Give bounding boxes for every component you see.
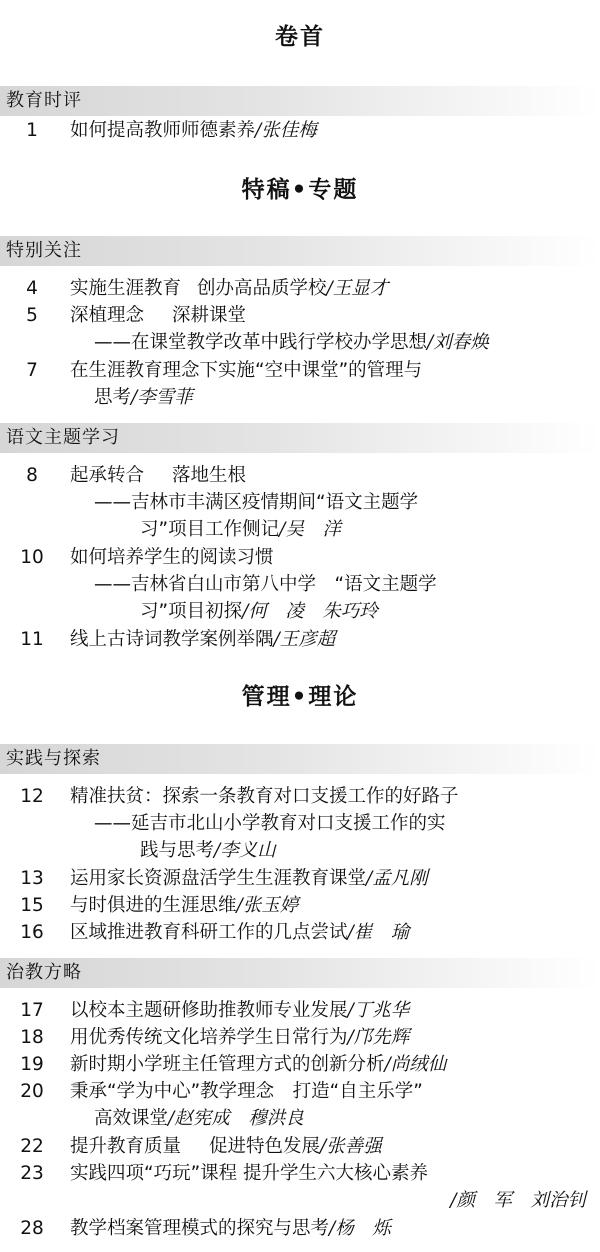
- entry-title: 实施生涯教育: [70, 278, 182, 299]
- entry-title: 深植理念: [70, 305, 145, 326]
- page-number: 5: [26, 305, 38, 326]
- toc-entry[interactable]: [0, 118, 600, 144]
- page-number: 8: [26, 465, 38, 486]
- entry-subtitle: ——吉林市丰满区疫情期间“语文主题学: [94, 492, 419, 513]
- page-number: 11: [20, 629, 44, 650]
- toc-entry-subtitle: [0, 838, 600, 864]
- toc-entry-subtitle: [0, 490, 600, 516]
- toc-entry-continuation: [0, 385, 600, 411]
- entry-title-2: 促进特色发展: [209, 1136, 321, 1157]
- entry-author: /赵宪成 穆洪良: [168, 1108, 304, 1129]
- column-header-zhijiao-fanglue: 治教方略: [0, 958, 600, 988]
- entry-title: 在生涯教育理念下实施“空中课堂”的管理与: [70, 360, 423, 381]
- entry-author: /王彦超: [273, 629, 336, 650]
- toc-entry[interactable]: [0, 784, 600, 810]
- column-header-shijian-tansuo: 实践与探索: [0, 744, 600, 774]
- entry-author: /李雪菲: [131, 387, 193, 408]
- toc-entry-subtitle: [0, 330, 600, 356]
- entry-author: /张玉婷: [236, 895, 299, 916]
- entry-title: 教学档案管理模式的探究与思考: [70, 1218, 330, 1239]
- entry-author: /李义山: [214, 840, 276, 861]
- entry-title: 如何培养学生的阅读习惯: [70, 547, 274, 568]
- entry-author: /尚绒仙: [384, 1054, 447, 1075]
- page-number: 4: [26, 278, 38, 299]
- entry-title-2: 创办高品质学校: [197, 278, 327, 299]
- toc-entry[interactable]: [0, 1079, 600, 1105]
- toc-entry[interactable]: [0, 1134, 600, 1160]
- toc-entry[interactable]: [0, 627, 600, 653]
- entry-title: 与时俱进的生涯思维: [70, 895, 237, 916]
- entry-title: 实践四项“巧玩”课程 提升学生六大核心素养: [70, 1163, 429, 1184]
- toc-entry[interactable]: [0, 1052, 600, 1078]
- column-header-jiaoyu-shiping: 教育时评: [0, 86, 600, 116]
- page-number: 22: [20, 1136, 44, 1157]
- toc-entry[interactable]: [0, 998, 600, 1024]
- page-number: 1: [26, 120, 38, 141]
- toc-entry[interactable]: [0, 1216, 600, 1242]
- entry-author: /孟凡刚: [366, 868, 428, 889]
- page-number: 15: [20, 895, 44, 916]
- entry-title: 起承转合: [70, 465, 145, 486]
- column-header-tebie-guanzhu: 特别关注: [0, 236, 600, 266]
- page-number: 12: [20, 786, 44, 807]
- page-number: 23: [20, 1163, 44, 1184]
- page-number: 19: [20, 1054, 44, 1075]
- entry-title-cont: 高效课堂: [94, 1108, 169, 1129]
- entry-title: 运用家长资源盘活学生生涯教育课堂: [70, 868, 367, 889]
- toc-entry-subtitle: [0, 572, 600, 598]
- entry-subtitle-2: 践与思考: [140, 840, 215, 861]
- page-number: 13: [20, 868, 44, 889]
- entry-title: 提升教育质量: [70, 1136, 182, 1157]
- page-number: 17: [20, 1000, 44, 1021]
- entry-subtitle-2: 习”项目初探: [140, 601, 243, 622]
- entry-title: 新时期小学班主任管理方式的创新分析: [70, 1054, 385, 1075]
- toc-entry-author-line: [0, 1188, 600, 1214]
- entry-title: 用优秀传统文化培养学生日常行为: [70, 1027, 348, 1048]
- toc-entry[interactable]: [0, 1161, 600, 1187]
- entry-title-2: 落地生根: [172, 465, 247, 486]
- toc-entry[interactable]: [0, 1025, 600, 1051]
- entry-title-cont: 思考: [94, 387, 132, 408]
- toc-entry[interactable]: [0, 358, 600, 384]
- page-number: 16: [20, 922, 44, 943]
- entry-author: /张佳梅: [255, 120, 317, 141]
- toc-entry[interactable]: [0, 866, 600, 892]
- toc-entry-continuation: [0, 1106, 600, 1132]
- section-title-tegao: 特稿•专题: [241, 177, 359, 203]
- entry-author: /吴 洋: [279, 519, 341, 540]
- entry-author: /杨 烁: [329, 1218, 391, 1239]
- entry-subtitle: ——在课堂教学改革中践行学校办学思想: [94, 332, 428, 353]
- section-title-guanli: 管理•理论: [241, 684, 359, 710]
- entry-title: 秉承“学为中心”教学理念 打造“自主乐学”: [70, 1081, 423, 1102]
- entry-author: /邝先辉: [347, 1027, 410, 1048]
- entry-title-2: 深耕课堂: [172, 305, 247, 326]
- entry-author: /王显才: [326, 278, 389, 299]
- entry-author: /丁兆华: [347, 1000, 410, 1021]
- toc-entry[interactable]: [0, 303, 600, 329]
- entry-author: /何 凌 朱巧玲: [242, 601, 378, 622]
- entry-subtitle: ——延吉市北山小学教育对口支援工作的实: [94, 813, 446, 834]
- toc-entry[interactable]: [0, 920, 600, 946]
- entry-author: /颜 军 刘治钊: [450, 1190, 586, 1211]
- toc-entry[interactable]: [0, 545, 600, 571]
- entry-author: /崔 瑜: [347, 922, 410, 943]
- page-number: 18: [20, 1027, 44, 1048]
- section-title-juanshou: 卷首: [275, 24, 325, 50]
- page-number: 20: [20, 1081, 44, 1102]
- entry-author: /刘春焕: [427, 332, 489, 353]
- toc-entry[interactable]: [0, 276, 600, 302]
- page-number: 7: [26, 360, 38, 381]
- page-number: 10: [20, 547, 44, 568]
- entry-title: 精准扶贫：探索一条教育对口支援工作的好路子: [70, 786, 459, 807]
- entry-title: 以校本主题研修助推教师专业发展: [70, 1000, 348, 1021]
- toc-entry-subtitle: [0, 811, 600, 837]
- toc-entry[interactable]: [0, 893, 600, 919]
- page-number: 28: [20, 1218, 44, 1239]
- entry-title: 区域推进教育科研工作的几点尝试: [70, 922, 348, 943]
- toc-entry-subtitle: [0, 517, 600, 543]
- entry-title: 线上古诗词教学案例举隅: [70, 629, 274, 650]
- column-header-yuwen-zhuti: 语文主题学习: [0, 423, 600, 453]
- toc-entry-subtitle: [0, 599, 600, 625]
- entry-subtitle-2: 习”项目工作侧记: [140, 519, 280, 540]
- entry-subtitle: ——吉林省白山市第八中学 “语文主题学: [94, 574, 437, 595]
- entry-author: /张善强: [320, 1136, 382, 1157]
- toc-entry[interactable]: [0, 463, 600, 489]
- entry-title: 如何提高教师师德素养: [70, 120, 256, 141]
